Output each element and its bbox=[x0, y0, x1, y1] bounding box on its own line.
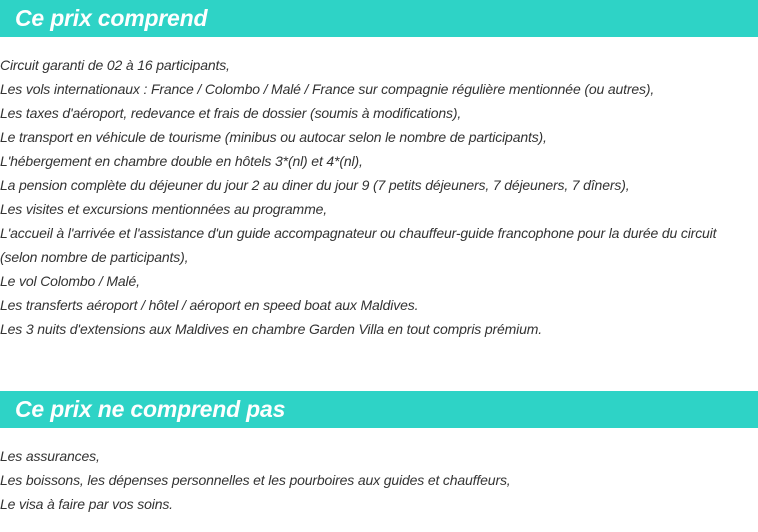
excluded-list bbox=[0, 444, 758, 516]
excluded-section-title: Ce prix ne comprend pas bbox=[15, 396, 286, 422]
included-section-title: Ce prix comprend bbox=[15, 5, 208, 31]
list-item: Les assurances, bbox=[0, 448, 100, 464]
included-list bbox=[0, 53, 758, 341]
list-item: L'accueil à l'arrivée et l'assistance d'un guide accompagnateur ou chauffeur-guide francophone pour la durée du circuit (selon nombre de participants), bbox=[0, 225, 717, 265]
list-item: Le transport en véhicule de tourisme (minibus ou autocar selon le nombre de participants), bbox=[0, 129, 547, 145]
list-item: Les visites et excursions mentionnées au programme, bbox=[0, 201, 327, 217]
list-item: Circuit garanti de 02 à 16 participants, bbox=[0, 57, 230, 73]
list-item: Les vols internationaux : France / Colombo / Malé / France sur compagnie régulière mentionnée (ou autres), bbox=[0, 81, 655, 97]
included-section-header bbox=[0, 0, 758, 37]
list-item: Les 3 nuits d'extensions aux Maldives en chambre Garden Villa en tout compris prémium. bbox=[0, 321, 543, 337]
list-item: Les boissons, les dépenses personnelles et les pourboires aux guides et chauffeurs, bbox=[0, 472, 511, 488]
list-item: Le visa à faire par vos soins. bbox=[0, 496, 173, 512]
list-item: L'hébergement en chambre double en hôtels 3*(nl) et 4*(nl), bbox=[0, 153, 363, 169]
list-item: Le vol Colombo / Malé, bbox=[0, 273, 140, 289]
list-item: Les transferts aéroport / hôtel / aéroport en speed boat aux Maldives. bbox=[0, 297, 419, 313]
list-item: Les taxes d'aéroport, redevance et frais de dossier (soumis à modifications), bbox=[0, 105, 462, 121]
excluded-section-header bbox=[0, 391, 758, 428]
list-item: La pension complète du déjeuner du jour 2 au diner du jour 9 (7 petits déjeuners, 7 déjeuners, 7 dîners), bbox=[0, 177, 630, 193]
